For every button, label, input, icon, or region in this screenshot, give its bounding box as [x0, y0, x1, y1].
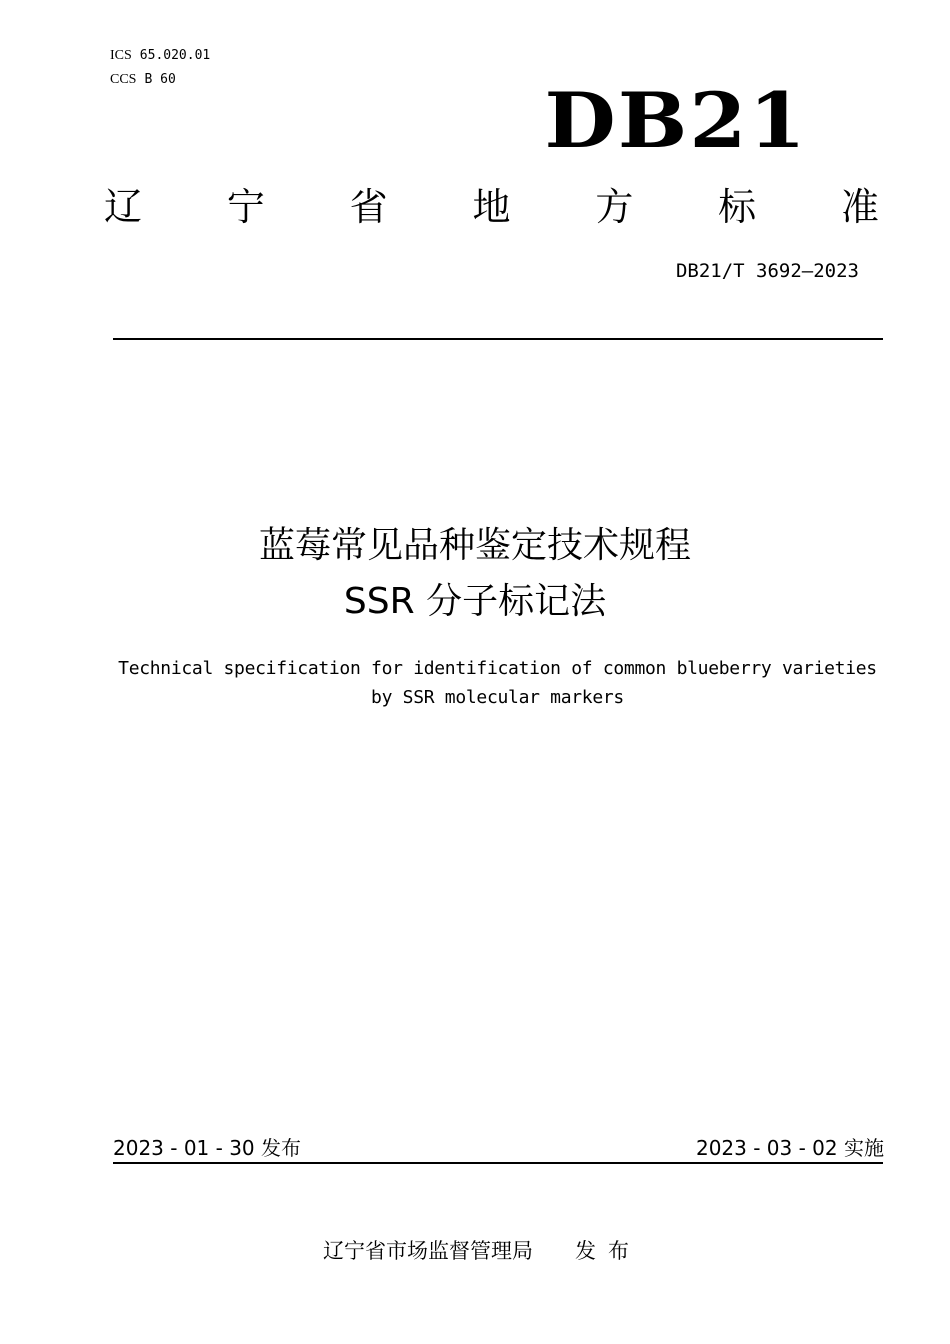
class-char: 地	[472, 185, 511, 229]
ics-label: ICS	[110, 48, 132, 63]
implementation-date: 2023 - 03 - 02 实施	[695, 1136, 884, 1160]
chinese-title-line-1: 蓝莓常见品种鉴定技术规程	[258, 525, 691, 566]
issue-date: 2023 - 01 - 30 发布	[113, 1136, 302, 1160]
issuer-verb: 发布	[575, 1239, 641, 1263]
chinese-title	[0, 518, 950, 630]
class-char: 标	[718, 185, 757, 229]
ics-line	[110, 44, 210, 68]
english-title-line-2: by SSR molecular markers	[371, 687, 624, 708]
standard-number: DB21/T 3692—2023	[675, 260, 859, 282]
top-divider	[113, 338, 883, 340]
chinese-title-line-2: SSR 分子标记法	[343, 581, 607, 622]
ics-code: 65.020.01	[139, 48, 211, 63]
issuer-name: 辽宁省市场监督管理局	[323, 1239, 533, 1263]
issuing-authority	[323, 1235, 641, 1265]
ccs-code: B 60	[144, 72, 176, 87]
ccs-line	[110, 68, 210, 92]
english-title	[0, 654, 950, 712]
class-char: 方	[595, 185, 634, 229]
class-char: 准	[840, 185, 879, 229]
class-char: 辽	[104, 185, 143, 229]
db21-logo: DB21	[544, 76, 808, 165]
class-char: 省	[349, 185, 388, 229]
standard-class-heading	[104, 184, 879, 230]
bottom-divider	[113, 1162, 883, 1164]
ccs-label: CCS	[110, 72, 137, 87]
class-char: 宁	[226, 185, 265, 229]
classification-codes	[110, 44, 210, 92]
english-title-line-1: Technical specification for identification of common blueberry varieties	[118, 658, 877, 679]
